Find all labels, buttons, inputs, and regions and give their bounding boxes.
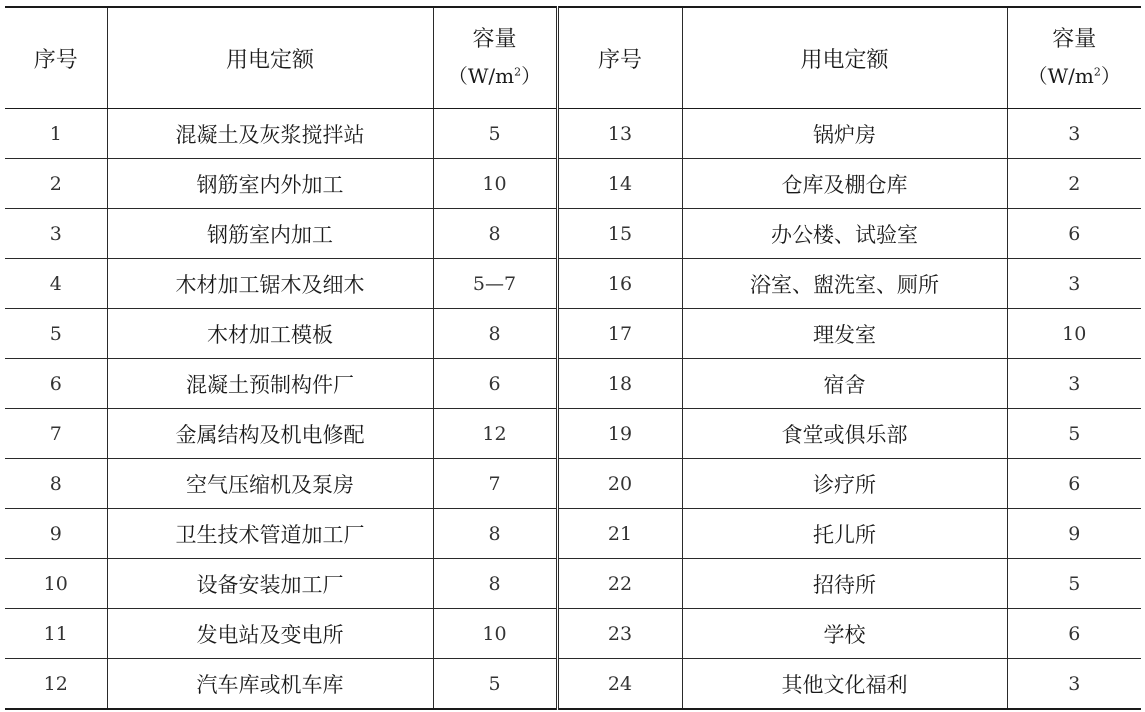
table-row: [5, 459, 1141, 509]
table-row: [5, 109, 1141, 159]
table-row: [5, 409, 1141, 459]
seq-left-cell: 6: [5, 359, 107, 409]
seq-left-cell: 12: [5, 659, 107, 710]
seq-right-cell: 20: [557, 459, 682, 509]
capacity-right-cell: 6: [1007, 609, 1141, 659]
quota-left-cell: 设备安装加工厂: [107, 559, 433, 609]
quota-left-cell: 混凝土预制构件厂: [107, 359, 433, 409]
quota-right-cell: 浴室、盥洗室、厕所: [682, 259, 1007, 309]
unit-suffix: ）: [521, 64, 542, 88]
seq-right-cell: 24: [557, 659, 682, 710]
capacity-left-cell: 5—7: [433, 259, 557, 309]
quota-left-cell: 混凝土及灰浆搅拌站: [107, 109, 433, 159]
table-row: [5, 509, 1141, 559]
seq-left-cell: 10: [5, 559, 107, 609]
unit-exponent: 2: [514, 65, 522, 79]
capacity-right-cell: 3: [1007, 359, 1141, 409]
capacity-right-cell: 9: [1007, 509, 1141, 559]
table-row: [5, 159, 1141, 209]
seq-right-cell: 13: [557, 109, 682, 159]
table-header-row: [5, 7, 1141, 109]
quota-left-cell: 钢筋室内外加工: [107, 159, 433, 209]
seq-right-cell: 18: [557, 359, 682, 409]
table-row: [5, 309, 1141, 359]
seq-right-cell: 17: [557, 309, 682, 359]
quota-right-cell: 诊疗所: [682, 459, 1007, 509]
capacity-left-cell: 5: [433, 109, 557, 159]
seq-left-cell: 8: [5, 459, 107, 509]
quota-left-cell: 金属结构及机电修配: [107, 409, 433, 459]
seq-right-cell: 19: [557, 409, 682, 459]
seq-right-cell: 16: [557, 259, 682, 309]
capacity-right-cell: 6: [1007, 209, 1141, 259]
seq-left-cell: 2: [5, 159, 107, 209]
capacity-right-cell: 3: [1007, 109, 1141, 159]
quota-left-cell: 卫生技术管道加工厂: [107, 509, 433, 559]
capacity-right-cell: 6: [1007, 459, 1141, 509]
capacity-left-cell: 7: [433, 459, 557, 509]
quota-left-cell: 钢筋室内加工: [107, 209, 433, 259]
quota-right-cell: 学校: [682, 609, 1007, 659]
unit-suffix: ）: [1100, 64, 1121, 88]
capacity-label: 容量: [472, 27, 517, 52]
capacity-label: 容量: [1052, 27, 1097, 52]
seq-left-cell: 5: [5, 309, 107, 359]
quota-left-cell: 发电站及变电所: [107, 609, 433, 659]
header-capacity-left: [433, 7, 557, 109]
seq-right-cell: 23: [557, 609, 682, 659]
seq-right-cell: 21: [557, 509, 682, 559]
capacity-left-cell: 8: [433, 209, 557, 259]
capacity-left-cell: 6: [433, 359, 557, 409]
seq-left-cell: 7: [5, 409, 107, 459]
table-row: [5, 209, 1141, 259]
capacity-left-cell: 5: [433, 659, 557, 710]
seq-right-cell: 22: [557, 559, 682, 609]
quota-right-cell: 其他文化福利: [682, 659, 1007, 710]
table-row: [5, 609, 1141, 659]
seq-left-cell: 4: [5, 259, 107, 309]
unit-prefix: （W/m: [447, 64, 515, 88]
quota-left-cell: 汽车库或机车库: [107, 659, 433, 710]
capacity-left-cell: 8: [433, 309, 557, 359]
capacity-right-cell: 10: [1007, 309, 1141, 359]
power-quota-table: [5, 6, 1141, 710]
quota-right-cell: 托儿所: [682, 509, 1007, 559]
table-row: [5, 259, 1141, 309]
capacity-right-cell: 3: [1007, 259, 1141, 309]
capacity-unit: [434, 58, 556, 94]
seq-left-cell: 1: [5, 109, 107, 159]
header-quota-right: 用电定额: [682, 7, 1007, 109]
seq-left-cell: 9: [5, 509, 107, 559]
unit-exponent: 2: [1093, 65, 1101, 79]
quota-left-cell: 木材加工锯木及细木: [107, 259, 433, 309]
capacity-left-cell: 8: [433, 509, 557, 559]
quota-right-cell: 仓库及棚仓库: [682, 159, 1007, 209]
table-row: [5, 559, 1141, 609]
header-quota-left: 用电定额: [107, 7, 433, 109]
quota-right-cell: 招待所: [682, 559, 1007, 609]
quota-right-cell: 锅炉房: [682, 109, 1007, 159]
quota-right-cell: 宿舍: [682, 359, 1007, 409]
quota-left-cell: 空气压缩机及泵房: [107, 459, 433, 509]
header-capacity-right: [1007, 7, 1141, 109]
quota-right-cell: 办公楼、试验室: [682, 209, 1007, 259]
capacity-right-cell: 5: [1007, 409, 1141, 459]
header-seq-right: 序号: [557, 7, 682, 109]
capacity-left-cell: 10: [433, 609, 557, 659]
seq-left-cell: 3: [5, 209, 107, 259]
quota-right-cell: 食堂或俱乐部: [682, 409, 1007, 459]
capacity-left-cell: 10: [433, 159, 557, 209]
quota-left-cell: 木材加工模板: [107, 309, 433, 359]
seq-right-cell: 14: [557, 159, 682, 209]
seq-right-cell: 15: [557, 209, 682, 259]
table-row: [5, 659, 1141, 710]
capacity-left-cell: 8: [433, 559, 557, 609]
capacity-unit: [1008, 58, 1142, 94]
unit-prefix: （W/m: [1027, 64, 1094, 88]
header-seq-left: 序号: [5, 7, 107, 109]
capacity-right-cell: 3: [1007, 659, 1141, 710]
quota-right-cell: 理发室: [682, 309, 1007, 359]
capacity-left-cell: 12: [433, 409, 557, 459]
capacity-right-cell: 5: [1007, 559, 1141, 609]
capacity-right-cell: 2: [1007, 159, 1141, 209]
table-row: [5, 359, 1141, 409]
seq-left-cell: 11: [5, 609, 107, 659]
